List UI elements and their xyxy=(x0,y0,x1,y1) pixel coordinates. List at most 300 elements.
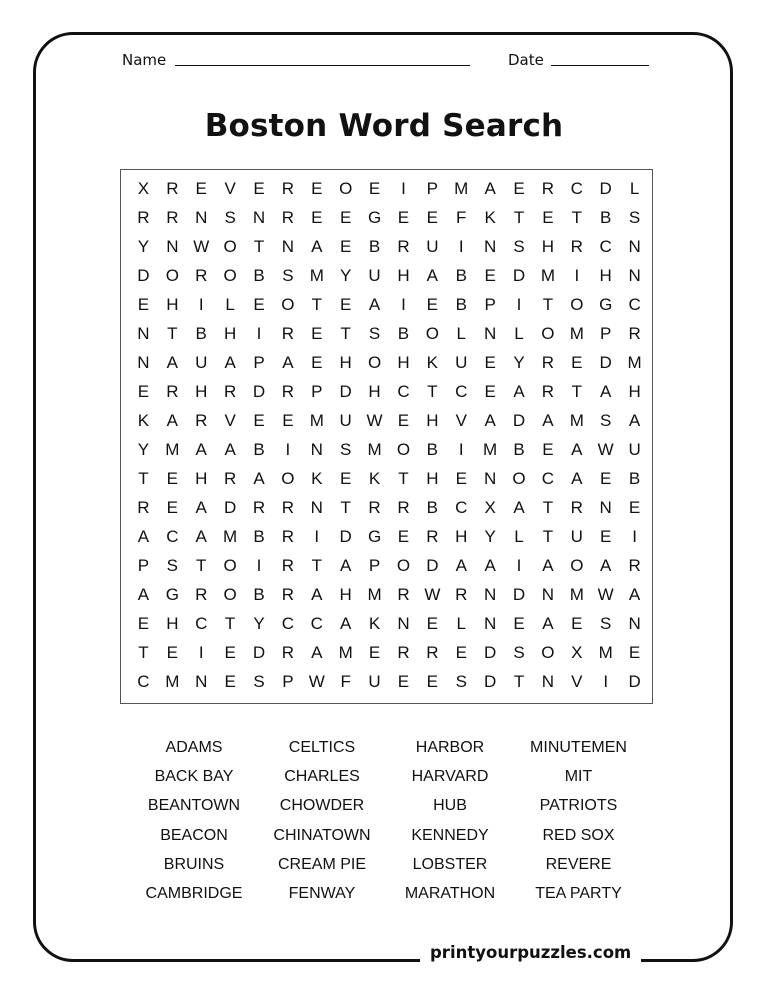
grid-letter: G xyxy=(599,294,613,314)
grid-letter: A xyxy=(340,613,352,633)
grid-letter: A xyxy=(195,526,207,546)
grid-letter: D xyxy=(252,381,266,401)
grid-letter: A xyxy=(513,497,525,517)
grid-letter: B xyxy=(600,207,612,227)
grid-letter: P xyxy=(368,555,381,575)
grid-letter: O xyxy=(570,555,584,575)
grid-letter: E xyxy=(571,352,583,372)
grid-letter: W xyxy=(193,236,210,256)
grid-letter: B xyxy=(426,497,439,517)
grid-letter: N xyxy=(166,236,179,256)
grid-letter: A xyxy=(542,555,554,575)
grid-letter: S xyxy=(368,323,381,343)
grid-letter: E xyxy=(397,207,410,227)
grid-letter: E xyxy=(397,671,410,691)
grid-letter: B xyxy=(368,236,381,256)
word-list-item: CHARLES xyxy=(284,768,360,786)
grid-letter: E xyxy=(166,468,178,488)
grid-letter: T xyxy=(253,236,265,256)
grid-letter: H xyxy=(339,584,352,604)
grid-letter: T xyxy=(542,497,554,517)
word-list-item: MINUTEMEN xyxy=(530,739,627,756)
grid-letter: D xyxy=(512,584,526,604)
grid-letter: E xyxy=(224,671,236,691)
grid-letter: Y xyxy=(513,352,525,372)
grid-letter: B xyxy=(426,439,439,459)
grid-letter: C xyxy=(628,294,641,314)
grid-letter: A xyxy=(224,352,236,372)
grid-letter: D xyxy=(599,178,612,198)
grid-letter: A xyxy=(484,410,496,430)
grid-letter: R xyxy=(397,236,410,256)
grid-letter: R xyxy=(541,352,555,372)
grid-letter: R xyxy=(281,584,295,604)
grid-letter: S xyxy=(455,671,467,691)
grid-letter: T xyxy=(311,294,322,314)
grid-letter: U xyxy=(570,526,583,546)
grid-letter: A xyxy=(484,555,496,575)
grid-letter: E xyxy=(513,178,525,198)
grid-letter: L xyxy=(456,613,466,633)
grid-letter: E xyxy=(600,468,612,488)
grid-letter: O xyxy=(541,642,555,662)
grid-letter: O xyxy=(223,236,237,256)
grid-letter: P xyxy=(311,381,323,401)
grid-letter: N xyxy=(195,671,208,691)
grid-letter: A xyxy=(368,294,381,314)
grid-letter: R xyxy=(368,497,381,517)
grid-letter: A xyxy=(426,265,439,285)
grid-letter: R xyxy=(397,642,410,662)
grid-letter: A xyxy=(628,410,641,430)
grid-letter: A xyxy=(571,468,583,488)
grid-letter: H xyxy=(397,352,410,372)
grid-letter: E xyxy=(224,642,236,662)
grid-letter: I xyxy=(516,294,522,314)
grid-letter: X xyxy=(571,642,583,662)
word-list-item: HARBOR xyxy=(415,739,485,756)
grid-letter: E xyxy=(484,265,496,285)
grid-letter: D xyxy=(483,642,497,662)
grid-letter: O xyxy=(223,584,237,604)
grid-letter: R xyxy=(252,497,266,517)
grid-letter: E xyxy=(426,294,439,314)
grid-letter: I xyxy=(458,439,464,459)
grid-letter: E xyxy=(253,178,265,198)
grid-letter: G xyxy=(367,526,382,546)
grid-letter: E xyxy=(311,323,323,343)
grid-letter: E xyxy=(571,613,583,633)
grid-letter: A xyxy=(166,410,178,430)
grid-letter: E xyxy=(600,526,612,546)
grid-letter: O xyxy=(367,352,382,372)
grid-letter: I xyxy=(632,526,637,546)
grid-letter: P xyxy=(253,352,265,372)
grid-letter: R xyxy=(281,555,295,575)
grid-letter: R xyxy=(570,497,583,517)
grid-letter: T xyxy=(513,671,525,691)
grid-letter: O xyxy=(570,294,584,314)
grid-letter: R xyxy=(195,584,208,604)
grid-letter: O xyxy=(541,323,555,343)
grid-letter: E xyxy=(628,497,641,517)
grid-letter: R xyxy=(455,584,468,604)
grid-letter: W xyxy=(597,439,614,459)
grid-letter: I xyxy=(198,294,204,314)
grid-letter: I xyxy=(401,178,406,198)
grid-letter: I xyxy=(603,671,609,691)
grid-letter: T xyxy=(427,381,438,401)
grid-letter: S xyxy=(513,236,525,256)
grid-letter: E xyxy=(166,497,178,517)
grid-letter: N xyxy=(599,497,612,517)
grid-letter: D xyxy=(628,671,641,691)
word-list-item: CHINATOWN xyxy=(273,826,371,844)
grid-letter: D xyxy=(252,642,266,662)
grid-letter: E xyxy=(137,294,150,314)
grid-letter: O xyxy=(396,439,411,459)
grid-letter: S xyxy=(628,207,641,227)
grid-letter: M xyxy=(223,526,238,546)
grid-letter: R xyxy=(397,584,410,604)
grid-letter: A xyxy=(311,584,323,604)
grid-letter: R xyxy=(223,468,237,488)
grid-letter: N xyxy=(628,236,641,256)
grid-letter: E xyxy=(311,178,323,198)
grid-letter: H xyxy=(599,265,612,285)
grid-letter: M xyxy=(627,352,642,372)
grid-letter: S xyxy=(282,265,294,285)
grid-letter: E xyxy=(253,294,265,314)
grid-letter: N xyxy=(281,236,295,256)
grid-letter: R xyxy=(628,555,641,575)
grid-letter: P xyxy=(484,294,496,314)
grid-letter: N xyxy=(628,613,641,633)
grid-letter: H xyxy=(195,381,208,401)
grid-letter: V xyxy=(455,410,467,430)
grid-letter: A xyxy=(571,439,583,459)
word-list-item: HARVARD xyxy=(411,768,489,786)
grid-letter: P xyxy=(282,671,294,691)
grid-letter: K xyxy=(368,468,381,488)
grid-letter: U xyxy=(368,265,381,285)
grid-letter: W xyxy=(366,410,383,430)
grid-letter: M xyxy=(165,439,180,459)
grid-letter: A xyxy=(282,352,294,372)
grid-letter: H xyxy=(195,468,208,488)
grid-letter: R xyxy=(281,207,295,227)
grid-letter: D xyxy=(339,526,352,546)
letter-grid xyxy=(129,174,649,696)
grid-letter: G xyxy=(165,584,179,604)
grid-letter: M xyxy=(569,323,584,343)
grid-letter: E xyxy=(426,207,439,227)
grid-letter: U xyxy=(339,410,352,430)
grid-letter: I xyxy=(285,439,291,459)
grid-letter: O xyxy=(223,265,237,285)
grid-letter: M xyxy=(367,584,382,604)
grid-letter: A xyxy=(484,178,496,198)
grid-letter: E xyxy=(455,642,467,662)
grid-letter: R xyxy=(426,642,439,662)
grid-letter: E xyxy=(426,671,439,691)
grid-letter: A xyxy=(513,381,525,401)
grid-letter: U xyxy=(368,671,381,691)
grid-letter: P xyxy=(426,178,439,198)
grid-letter: B xyxy=(513,439,525,459)
grid-letter: L xyxy=(629,178,640,198)
grid-letter: S xyxy=(600,410,612,430)
grid-letter: L xyxy=(456,323,466,343)
grid-letter: C xyxy=(599,236,612,256)
grid-letter: N xyxy=(483,468,497,488)
grid-letter: H xyxy=(426,410,439,430)
grid-letter: A xyxy=(311,236,323,256)
grid-letter: H xyxy=(455,526,468,546)
grid-letter: T xyxy=(224,613,236,633)
grid-letter: N xyxy=(310,439,323,459)
grid-letter: R xyxy=(281,381,295,401)
grid-letter: E xyxy=(195,178,207,198)
grid-letter: F xyxy=(456,207,467,227)
grid-letter: A xyxy=(455,555,467,575)
grid-letter: N xyxy=(483,323,497,343)
grid-letter: R xyxy=(628,323,641,343)
grid-letter: O xyxy=(165,265,179,285)
word-list-item: KENNEDY xyxy=(411,826,489,844)
grid-letter: L xyxy=(225,294,235,314)
grid-letter: M xyxy=(598,642,613,662)
grid-letter: M xyxy=(569,410,584,430)
grid-letter: G xyxy=(367,207,382,227)
grid-letter: R xyxy=(570,236,583,256)
grid-letter: T xyxy=(311,555,322,575)
grid-letter: T xyxy=(571,207,582,227)
grid-letter: O xyxy=(281,468,295,488)
grid-letter: C xyxy=(541,468,555,488)
grid-letter: C xyxy=(455,381,468,401)
grid-letter: I xyxy=(516,555,522,575)
grid-letter: R xyxy=(195,265,208,285)
grid-letter: I xyxy=(198,642,204,662)
grid-letter: M xyxy=(569,584,584,604)
grid-letter: H xyxy=(397,265,410,285)
grid-letter: D xyxy=(223,497,237,517)
puzzle-grid-box xyxy=(120,169,653,704)
grid-letter: A xyxy=(311,642,323,662)
word-list-item: CAMBRIDGE xyxy=(145,884,243,902)
grid-letter: R xyxy=(166,381,179,401)
grid-letter: E xyxy=(340,468,352,488)
grid-letter: E xyxy=(311,207,323,227)
grid-letter: R xyxy=(166,178,179,198)
grid-letter: D xyxy=(483,671,497,691)
grid-letter: D xyxy=(599,352,612,372)
grid-letter: E xyxy=(368,642,381,662)
grid-letter: O xyxy=(281,294,295,314)
grid-letter: C xyxy=(195,613,208,633)
grid-letter: E xyxy=(513,613,525,633)
grid-letter: N xyxy=(628,265,641,285)
grid-letter: U xyxy=(455,352,468,372)
grid-letter: H xyxy=(368,381,381,401)
grid-letter: E xyxy=(484,352,496,372)
grid-letter: N xyxy=(252,207,266,227)
grid-letter: S xyxy=(253,671,265,691)
grid-letter: S xyxy=(224,207,236,227)
grid-letter: E xyxy=(542,207,554,227)
grid-letter: E xyxy=(282,410,294,430)
grid-letter: E xyxy=(137,381,150,401)
grid-letter: X xyxy=(484,497,496,517)
grid-letter: U xyxy=(628,439,641,459)
grid-letter: T xyxy=(167,323,178,343)
grid-letter: E xyxy=(368,178,381,198)
grid-letter: T xyxy=(196,555,207,575)
grid-letter: A xyxy=(600,381,612,401)
word-list-item: CHOWDER xyxy=(279,797,365,815)
grid-letter: M xyxy=(367,439,382,459)
grid-letter: N xyxy=(541,584,555,604)
word-list-item: PATRIOTS xyxy=(539,797,618,815)
grid-letter: R xyxy=(397,497,410,517)
grid-letter: B xyxy=(253,439,265,459)
grid-letter: H xyxy=(166,613,179,633)
grid-letter: S xyxy=(166,555,178,575)
grid-letter: R xyxy=(281,642,295,662)
grid-letter: A xyxy=(137,526,150,546)
grid-letter: T xyxy=(571,381,582,401)
word-list-item: MARATHON xyxy=(404,884,496,902)
grid-letter: B xyxy=(253,265,265,285)
grid-letter: O xyxy=(425,323,439,343)
grid-letter: X xyxy=(137,178,150,198)
date-line xyxy=(551,65,649,66)
grid-letter: H xyxy=(223,323,237,343)
grid-letter: W xyxy=(597,584,614,604)
grid-letter: M xyxy=(338,642,353,662)
grid-letter: E xyxy=(340,294,352,314)
word-list xyxy=(130,735,643,910)
grid-letter: R xyxy=(281,323,295,343)
grid-letter: N xyxy=(195,207,208,227)
grid-letter: A xyxy=(137,584,150,604)
grid-letter: C xyxy=(397,381,410,401)
grid-letter: Y xyxy=(340,265,352,285)
grid-letter: B xyxy=(195,323,207,343)
grid-letter: D xyxy=(512,265,526,285)
grid-letter: I xyxy=(401,294,406,314)
grid-letter: E xyxy=(426,613,439,633)
word-list-item: MIT xyxy=(564,768,593,786)
grid-letter: L xyxy=(514,526,524,546)
grid-letter: U xyxy=(426,236,439,256)
word-list-item: REVERE xyxy=(545,855,612,873)
grid-letter: A xyxy=(166,352,178,372)
grid-letter: C xyxy=(310,613,323,633)
grid-letter: H xyxy=(166,294,179,314)
grid-letter: R xyxy=(541,381,555,401)
grid-letter: S xyxy=(513,642,525,662)
grid-letter: A xyxy=(542,410,554,430)
grid-letter: R xyxy=(281,178,295,198)
grid-letter: O xyxy=(339,178,353,198)
grid-letter: P xyxy=(600,323,612,343)
grid-letter: A xyxy=(628,584,641,604)
grid-letter: N xyxy=(483,613,497,633)
grid-letter: R xyxy=(223,381,237,401)
word-list-item: BRUINS xyxy=(163,855,225,873)
grid-letter: H xyxy=(628,381,641,401)
grid-letter: Y xyxy=(137,439,150,459)
grid-letter: V xyxy=(224,178,236,198)
grid-letter: K xyxy=(368,613,381,633)
grid-letter: B xyxy=(397,323,410,343)
grid-letter: N xyxy=(137,352,150,372)
word-list-item: LOBSTER xyxy=(412,855,488,873)
grid-letter: M xyxy=(309,410,324,430)
grid-letter: M xyxy=(540,265,555,285)
grid-letter: N xyxy=(483,236,497,256)
grid-letter: R xyxy=(137,207,150,227)
grid-letter: T xyxy=(542,526,554,546)
grid-letter: M xyxy=(483,439,498,459)
word-list-item: CREAM PIE xyxy=(277,855,366,873)
grid-letter: D xyxy=(512,410,526,430)
grid-letter: O xyxy=(512,468,526,488)
grid-letter: I xyxy=(458,236,464,256)
grid-letter: K xyxy=(311,468,323,488)
grid-letter: A xyxy=(600,555,612,575)
grid-letter: B xyxy=(628,468,641,488)
grid-letter: T xyxy=(340,323,351,343)
grid-letter: M xyxy=(165,671,180,691)
grid-letter: C xyxy=(137,671,150,691)
grid-letter: E xyxy=(484,381,496,401)
grid-letter: E xyxy=(455,468,467,488)
grid-letter: Y xyxy=(137,236,150,256)
grid-letter: E xyxy=(397,526,410,546)
grid-letter: N xyxy=(310,497,323,517)
grid-letter: T xyxy=(398,468,409,488)
grid-letter: N xyxy=(541,671,555,691)
grid-letter: R xyxy=(137,497,150,517)
word-list-item: RED SOX xyxy=(542,826,615,844)
grid-letter: K xyxy=(426,352,439,372)
grid-letter: W xyxy=(424,584,441,604)
grid-letter: R xyxy=(166,207,179,227)
word-list-item: ADAMS xyxy=(165,739,223,756)
grid-letter: E xyxy=(340,236,352,256)
grid-letter: U xyxy=(195,352,208,372)
grid-letter: I xyxy=(574,265,580,285)
grid-letter: B xyxy=(253,526,265,546)
grid-letter: A xyxy=(195,497,207,517)
page-title: Boston Word Search xyxy=(204,108,564,144)
grid-letter: E xyxy=(542,439,554,459)
grid-letter: E xyxy=(628,642,641,662)
word-list-item: BEACON xyxy=(160,826,228,844)
grid-letter: S xyxy=(340,439,352,459)
grid-letter: E xyxy=(340,207,352,227)
grid-letter: T xyxy=(542,294,554,314)
grid-letter: K xyxy=(137,410,150,430)
word-list-item: TEA PARTY xyxy=(535,884,622,902)
grid-letter: N xyxy=(397,613,410,633)
grid-letter: E xyxy=(137,613,150,633)
grid-letter: R xyxy=(195,410,208,430)
grid-letter: A xyxy=(253,468,265,488)
